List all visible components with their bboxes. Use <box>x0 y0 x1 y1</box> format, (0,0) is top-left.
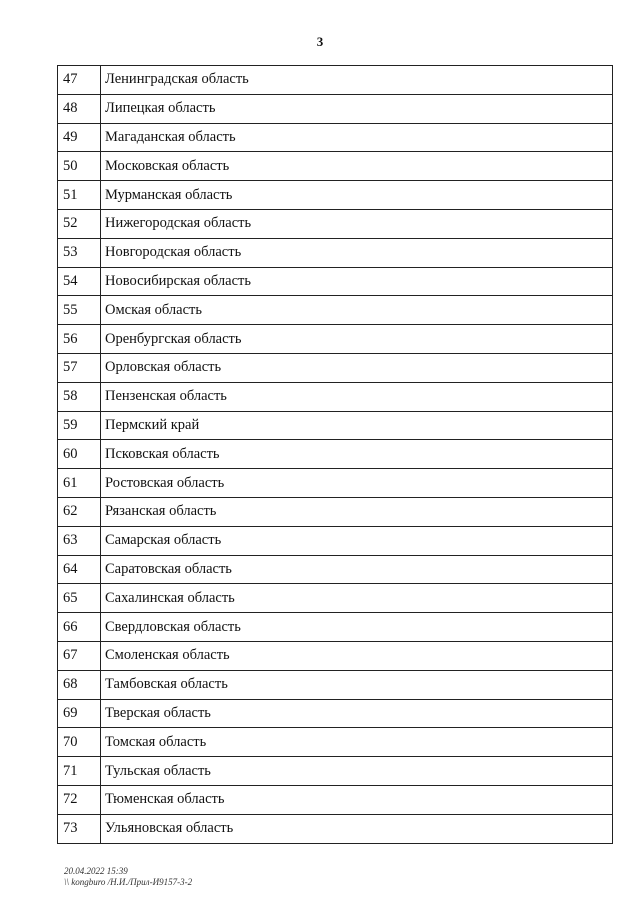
table-row <box>58 238 613 267</box>
region-name: Ростовская область <box>101 469 613 498</box>
row-number: 56 <box>58 325 101 354</box>
region-name: Новосибирская область <box>101 267 613 296</box>
table-row <box>58 728 613 757</box>
region-name: Московская область <box>101 152 613 181</box>
region-name: Орловская область <box>101 353 613 382</box>
row-number: 49 <box>58 123 101 152</box>
table-row <box>58 641 613 670</box>
table-row <box>58 181 613 210</box>
row-number: 70 <box>58 728 101 757</box>
region-name: Самарская область <box>101 526 613 555</box>
table-row <box>58 66 613 95</box>
row-number: 67 <box>58 641 101 670</box>
row-number: 53 <box>58 238 101 267</box>
region-name: Тверская область <box>101 699 613 728</box>
table-row <box>58 555 613 584</box>
table-row <box>58 325 613 354</box>
region-name: Магаданская область <box>101 123 613 152</box>
row-number: 50 <box>58 152 101 181</box>
row-number: 68 <box>58 670 101 699</box>
table-row <box>58 785 613 814</box>
region-name: Нижегородская область <box>101 209 613 238</box>
table-row <box>58 411 613 440</box>
region-name: Свердловская область <box>101 613 613 642</box>
region-name: Липецкая область <box>101 94 613 123</box>
table-row <box>58 353 613 382</box>
table-row <box>58 123 613 152</box>
row-number: 73 <box>58 814 101 843</box>
region-name: Ульяновская область <box>101 814 613 843</box>
row-number: 54 <box>58 267 101 296</box>
table-row <box>58 497 613 526</box>
table-row <box>58 382 613 411</box>
region-name: Рязанская область <box>101 497 613 526</box>
table-row <box>58 152 613 181</box>
table-row <box>58 296 613 325</box>
regions-table <box>57 65 613 844</box>
region-name: Тюменская область <box>101 785 613 814</box>
footer-date: 20.04.2022 15:39 <box>64 866 128 876</box>
row-number: 57 <box>58 353 101 382</box>
region-name: Тульская область <box>101 757 613 786</box>
table-row <box>58 267 613 296</box>
table-row <box>58 814 613 843</box>
row-number: 48 <box>58 94 101 123</box>
region-name: Тамбовская область <box>101 670 613 699</box>
region-name: Томская область <box>101 728 613 757</box>
table-row <box>58 670 613 699</box>
table-row <box>58 209 613 238</box>
region-name: Новгородская область <box>101 238 613 267</box>
row-number: 47 <box>58 66 101 95</box>
table-row <box>58 469 613 498</box>
row-number: 64 <box>58 555 101 584</box>
table-row <box>58 584 613 613</box>
row-number: 60 <box>58 440 101 469</box>
region-name: Пензенская область <box>101 382 613 411</box>
row-number: 51 <box>58 181 101 210</box>
page-number: 3 <box>316 34 324 49</box>
row-number: 62 <box>58 497 101 526</box>
row-number: 58 <box>58 382 101 411</box>
row-number: 59 <box>58 411 101 440</box>
region-name: Мурманская область <box>101 181 613 210</box>
region-name: Пермский край <box>101 411 613 440</box>
row-number: 72 <box>58 785 101 814</box>
region-name: Оренбургская область <box>101 325 613 354</box>
table-row <box>58 699 613 728</box>
table-row <box>58 757 613 786</box>
region-name: Смоленская область <box>101 641 613 670</box>
region-name: Саратовская область <box>101 555 613 584</box>
row-number: 66 <box>58 613 101 642</box>
region-name: Псковская область <box>101 440 613 469</box>
footer-doc-reference: \\ kongburo /Н.И./Прил-И9157-3-2 <box>64 877 193 887</box>
document-footer <box>64 866 192 888</box>
row-number: 65 <box>58 584 101 613</box>
table-row <box>58 440 613 469</box>
region-name: Ленинградская область <box>101 66 613 95</box>
region-name: Сахалинская область <box>101 584 613 613</box>
region-name: Омская область <box>101 296 613 325</box>
row-number: 52 <box>58 209 101 238</box>
row-number: 63 <box>58 526 101 555</box>
table-row <box>58 94 613 123</box>
row-number: 69 <box>58 699 101 728</box>
regions-table-body <box>58 66 613 844</box>
table-row <box>58 613 613 642</box>
table-row <box>58 526 613 555</box>
row-number: 61 <box>58 469 101 498</box>
row-number: 71 <box>58 757 101 786</box>
row-number: 55 <box>58 296 101 325</box>
